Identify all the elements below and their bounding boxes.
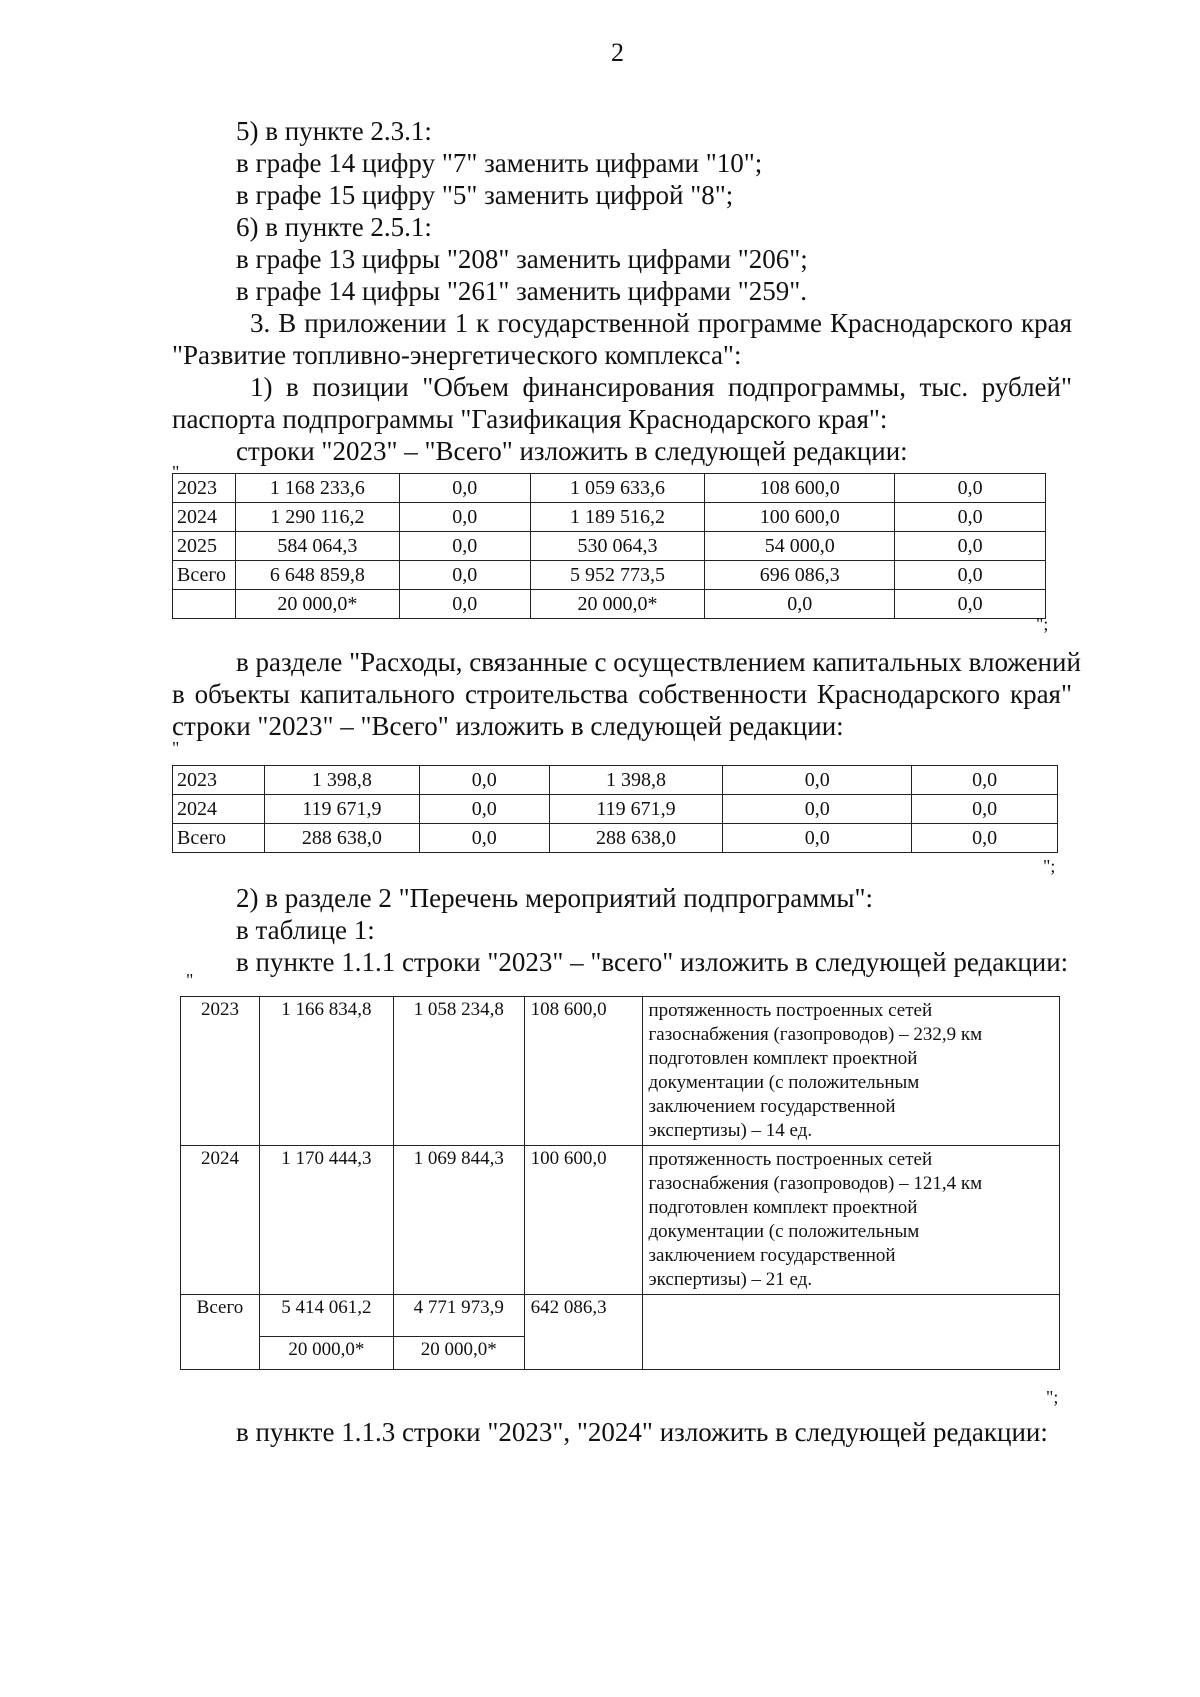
value-cell: 530 064,3 bbox=[530, 532, 705, 561]
value-cell: 0,0 bbox=[723, 824, 912, 853]
value-cell: 0,0 bbox=[895, 561, 1046, 590]
value-cell: 0,0 bbox=[895, 590, 1046, 619]
total-cell: 1 166 834,8 bbox=[259, 997, 393, 1146]
year-cell: 2023 bbox=[173, 766, 265, 795]
year-cell: 2024 bbox=[173, 503, 236, 532]
item-5-heading: 5) в пункте 2.3.1: bbox=[236, 116, 432, 146]
page-number: 2 bbox=[611, 38, 624, 67]
measure-row bbox=[181, 1295, 1060, 1337]
quote-close-1: "; bbox=[1036, 614, 1049, 634]
value-cell: 108 600,0 bbox=[705, 474, 895, 503]
section-3-line-2: "Развитие топливно-энергетического комплекса": bbox=[172, 340, 742, 370]
result-cell bbox=[642, 1295, 1059, 1370]
value-cell: 100 600,0 bbox=[705, 503, 895, 532]
measure-row bbox=[181, 997, 1060, 1146]
value-cell: 119 671,9 bbox=[549, 795, 723, 824]
value-cell: 0,0 bbox=[419, 766, 549, 795]
year-cell: Всего bbox=[173, 561, 236, 590]
result-cell: протяженность построенных сетей газоснабжения (газопроводов) – 121,4 км подготовлен комплект проектной документации (с положительным заключением государственной экспертизы) – 21 ед. bbox=[642, 1146, 1059, 1295]
capital-investment-table bbox=[172, 765, 1058, 853]
regional-budget-cell: 1 069 844,3 bbox=[393, 1146, 524, 1295]
value-cell: 119 671,9 bbox=[264, 795, 419, 824]
quote-open-3: " bbox=[186, 970, 194, 990]
total-cell: 1 170 444,3 bbox=[259, 1146, 393, 1295]
value-cell: 1 059 633,6 bbox=[530, 474, 705, 503]
financing-row bbox=[173, 532, 1046, 561]
total-cell: 5 414 061,2 bbox=[259, 1295, 393, 1337]
value-cell: 288 638,0 bbox=[264, 824, 419, 853]
year-cell: 2024 bbox=[181, 1146, 260, 1295]
value-cell: 1 290 116,2 bbox=[235, 503, 399, 532]
item-6-line-2: в графе 14 цифры "261" заменить цифрами "259". bbox=[236, 276, 808, 306]
value-cell: 0,0 bbox=[399, 561, 530, 590]
value-cell: 288 638,0 bbox=[549, 824, 723, 853]
quote-open-1: " bbox=[172, 462, 180, 482]
total-extra-cell: 20 000,0* bbox=[259, 1337, 393, 1370]
subitem-2-line-3: в пункте 1.1.1 строки "2023" – "всего" изложить в следующей редакции: bbox=[236, 947, 1069, 977]
year-cell: Всего bbox=[181, 1295, 260, 1370]
value-cell: 0,0 bbox=[399, 590, 530, 619]
year-cell: Всего bbox=[173, 824, 265, 853]
result-cell: протяженность построенных сетей газоснабжения (газопроводов) – 232,9 км подготовлен комплект проектной документации (с положительным заключением государственной экспертизы) – 14 ед. bbox=[642, 997, 1059, 1146]
year-cell: 2025 bbox=[173, 532, 236, 561]
value-cell: 0,0 bbox=[895, 474, 1046, 503]
value-cell: 20 000,0* bbox=[530, 590, 705, 619]
value-cell: 0,0 bbox=[399, 532, 530, 561]
value-cell: 0,0 bbox=[399, 503, 530, 532]
value-cell: 54 000,0 bbox=[705, 532, 895, 561]
value-cell: 0,0 bbox=[419, 824, 549, 853]
value-cell: 0,0 bbox=[912, 824, 1058, 853]
value-cell: 6 648 859,8 bbox=[235, 561, 399, 590]
item-6-line-1: в графе 13 цифры "208" заменить цифрами "206"; bbox=[236, 244, 808, 274]
subitem-2-line-1: 2) в разделе 2 "Перечень мероприятий подпрограммы": bbox=[236, 883, 874, 913]
capital-row bbox=[173, 795, 1058, 824]
value-cell: 0,0 bbox=[399, 474, 530, 503]
capital-section-line-2: в объекты капитального строительства собственности Краснодарского края" bbox=[172, 679, 1072, 709]
financing-row bbox=[173, 590, 1046, 619]
subitem-1-line-3: строки "2023" – "Всего" изложить в следующей редакции: bbox=[236, 436, 908, 466]
value-cell: 0,0 bbox=[723, 766, 912, 795]
capital-section-line-1: в разделе "Расходы, связанные с осуществлением капитальных вложений bbox=[236, 647, 1081, 677]
value-cell: 0,0 bbox=[723, 795, 912, 824]
financing-table bbox=[172, 473, 1046, 619]
value-cell: 1 168 233,6 bbox=[235, 474, 399, 503]
item-5-line-2: в графе 15 цифру "5" заменить цифрой "8"; bbox=[236, 180, 734, 210]
quote-open-2: " bbox=[172, 738, 180, 758]
value-cell: 1 398,8 bbox=[549, 766, 723, 795]
quote-close-3: "; bbox=[1046, 1387, 1059, 1407]
value-cell: 0,0 bbox=[912, 766, 1058, 795]
value-cell: 5 952 773,5 bbox=[530, 561, 705, 590]
year-cell bbox=[173, 590, 236, 619]
capital-section-line-3: строки "2023" – "Всего" изложить в следующей редакции: bbox=[172, 711, 844, 741]
year-cell: 2024 bbox=[173, 795, 265, 824]
value-cell: 0,0 bbox=[895, 503, 1046, 532]
subitem-1-1-3-line: в пункте 1.1.3 строки "2023", "2024" изложить в следующей редакции: bbox=[236, 1417, 1048, 1447]
regional-extra-cell: 20 000,0* bbox=[393, 1337, 524, 1370]
subitem-1-line-2: паспорта подпрограммы "Газификация Краснодарского края": bbox=[172, 404, 888, 434]
item-6-heading: 6) в пункте 2.5.1: bbox=[236, 212, 432, 242]
regional-budget-cell: 4 771 973,9 bbox=[393, 1295, 524, 1337]
capital-row bbox=[173, 824, 1058, 853]
value-cell: 1 189 516,2 bbox=[530, 503, 705, 532]
federal-budget-cell: 642 086,3 bbox=[524, 1295, 642, 1370]
year-cell: 2023 bbox=[181, 997, 260, 1146]
value-cell: 20 000,0* bbox=[235, 590, 399, 619]
financing-row bbox=[173, 474, 1046, 503]
value-cell: 0,0 bbox=[705, 590, 895, 619]
measure-row bbox=[181, 1146, 1060, 1295]
item-5-line-1: в графе 14 цифру "7" заменить цифрами "10"; bbox=[236, 148, 763, 178]
federal-budget-cell: 100 600,0 bbox=[524, 1146, 642, 1295]
measures-table bbox=[180, 996, 1060, 1370]
year-cell: 2023 bbox=[173, 474, 236, 503]
subitem-1-line-1: 1) в позиции "Объем финансирования подпрограммы, тыс. рублей" bbox=[250, 372, 1072, 402]
subitem-2-line-2: в таблице 1: bbox=[236, 915, 375, 945]
value-cell: 0,0 bbox=[419, 795, 549, 824]
capital-row bbox=[173, 766, 1058, 795]
section-3-line-1: 3. В приложении 1 к государственной программе Краснодарского края bbox=[250, 308, 1072, 338]
regional-budget-cell: 1 058 234,8 bbox=[393, 997, 524, 1146]
financing-row bbox=[173, 503, 1046, 532]
financing-row bbox=[173, 561, 1046, 590]
quote-close-2: "; bbox=[1043, 856, 1056, 876]
value-cell: 584 064,3 bbox=[235, 532, 399, 561]
value-cell: 0,0 bbox=[912, 795, 1058, 824]
value-cell: 1 398,8 bbox=[264, 766, 419, 795]
value-cell: 0,0 bbox=[895, 532, 1046, 561]
federal-budget-cell: 108 600,0 bbox=[524, 997, 642, 1146]
value-cell: 696 086,3 bbox=[705, 561, 895, 590]
